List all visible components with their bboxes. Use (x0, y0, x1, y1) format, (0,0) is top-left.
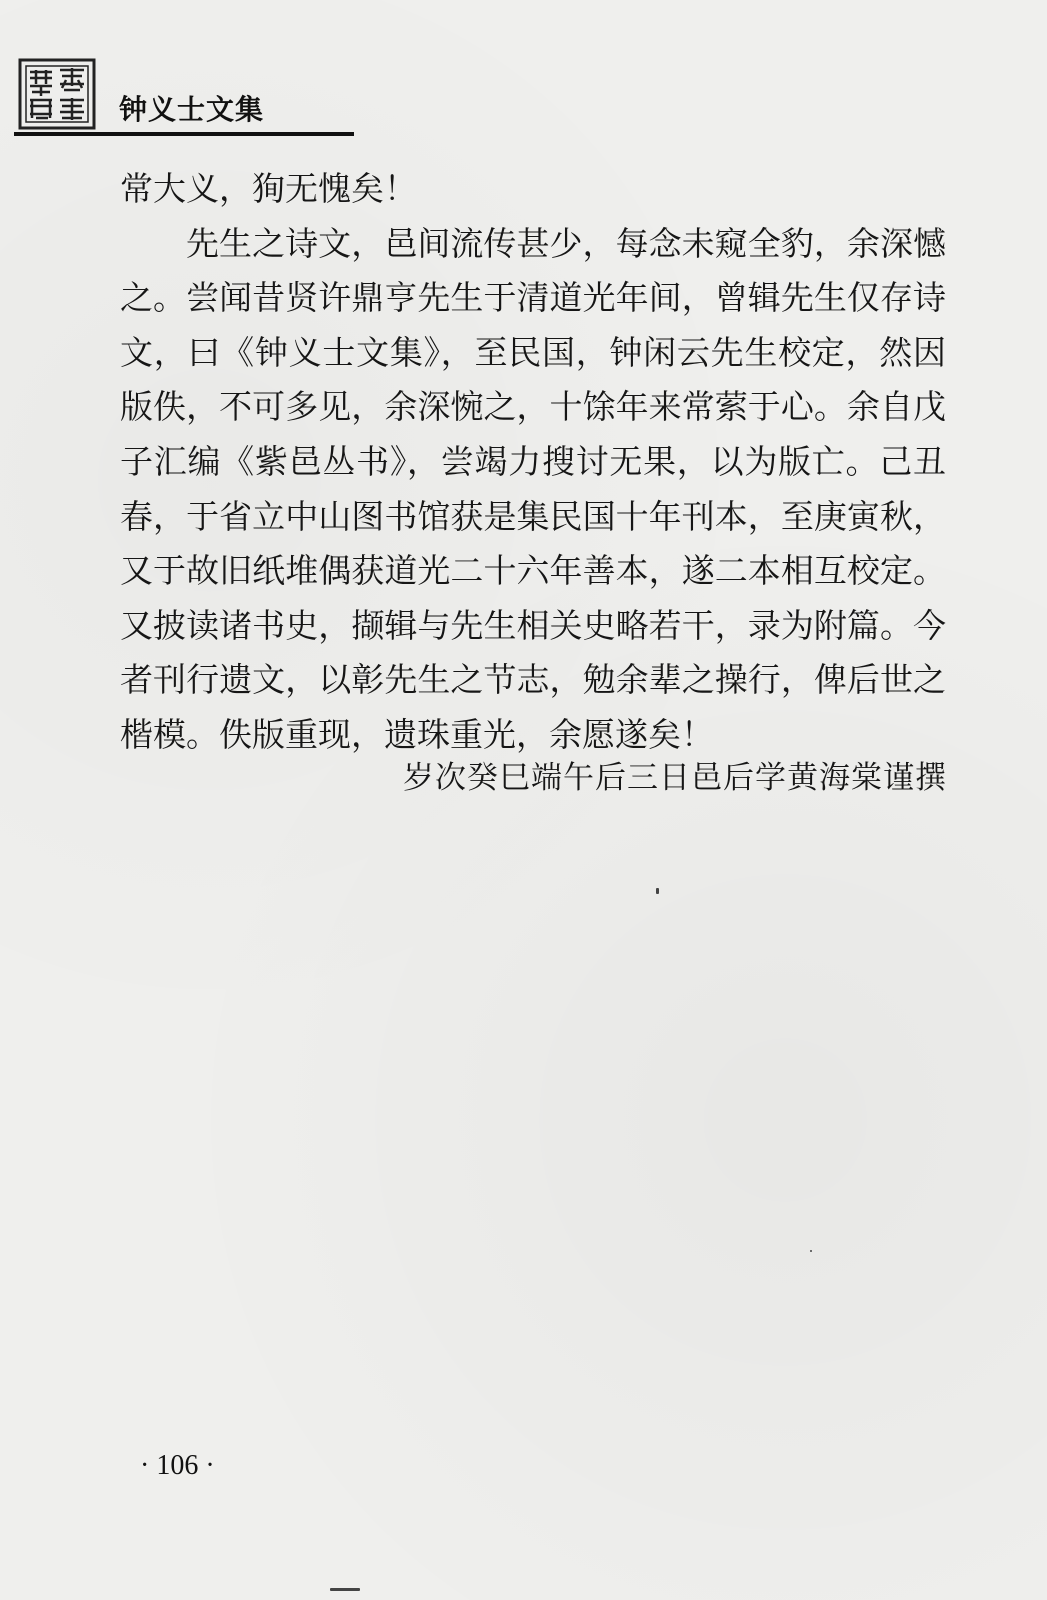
book-title: 钟义士文集 (119, 93, 265, 126)
paragraph: 先生之诗文，邑间流传甚少，每念未窥全豹，余深憾之。尝闻昔贤许鼎亨先生于清道光年间，曾辑先生仅存诗文，曰《钟义士文集》，至民国，钟闲云先生校定，然因版佚，不可多见，余深惋之，十馀年来常萦于心。余自戊子汇编《紫邑丛书》，尝竭力搜讨无果，以为版亡。己丑春，于省立中山图书馆获是集民国十年刊本，至庚寅秋，又于故旧纸堆偶获道光二十六年善本，遂二本相互校定。又披读诸书史，撷辑与先生相关史略若干，录为附篇。今者刊行遗文，以彰先生之节志，勉余辈之操行，俾后世之楷模。佚版重现，遗珠重光，余愿遂矣！ (120, 223, 946, 754)
main-text (120, 162, 946, 763)
paper-speck (656, 888, 659, 894)
author-signature-line: 岁次癸巳端午后三日邑后学黄海棠谨撰 (403, 760, 947, 796)
seal-icon (18, 58, 96, 130)
series-seal-logo (18, 58, 96, 130)
paragraph-continued: 常大义，狥无愧矣！ (120, 169, 417, 208)
page-number: · 106 · (140, 1450, 215, 1481)
header-rule (14, 132, 354, 136)
paper-speck (330, 1588, 360, 1591)
running-header (14, 48, 354, 138)
paper-speck (810, 1250, 812, 1252)
